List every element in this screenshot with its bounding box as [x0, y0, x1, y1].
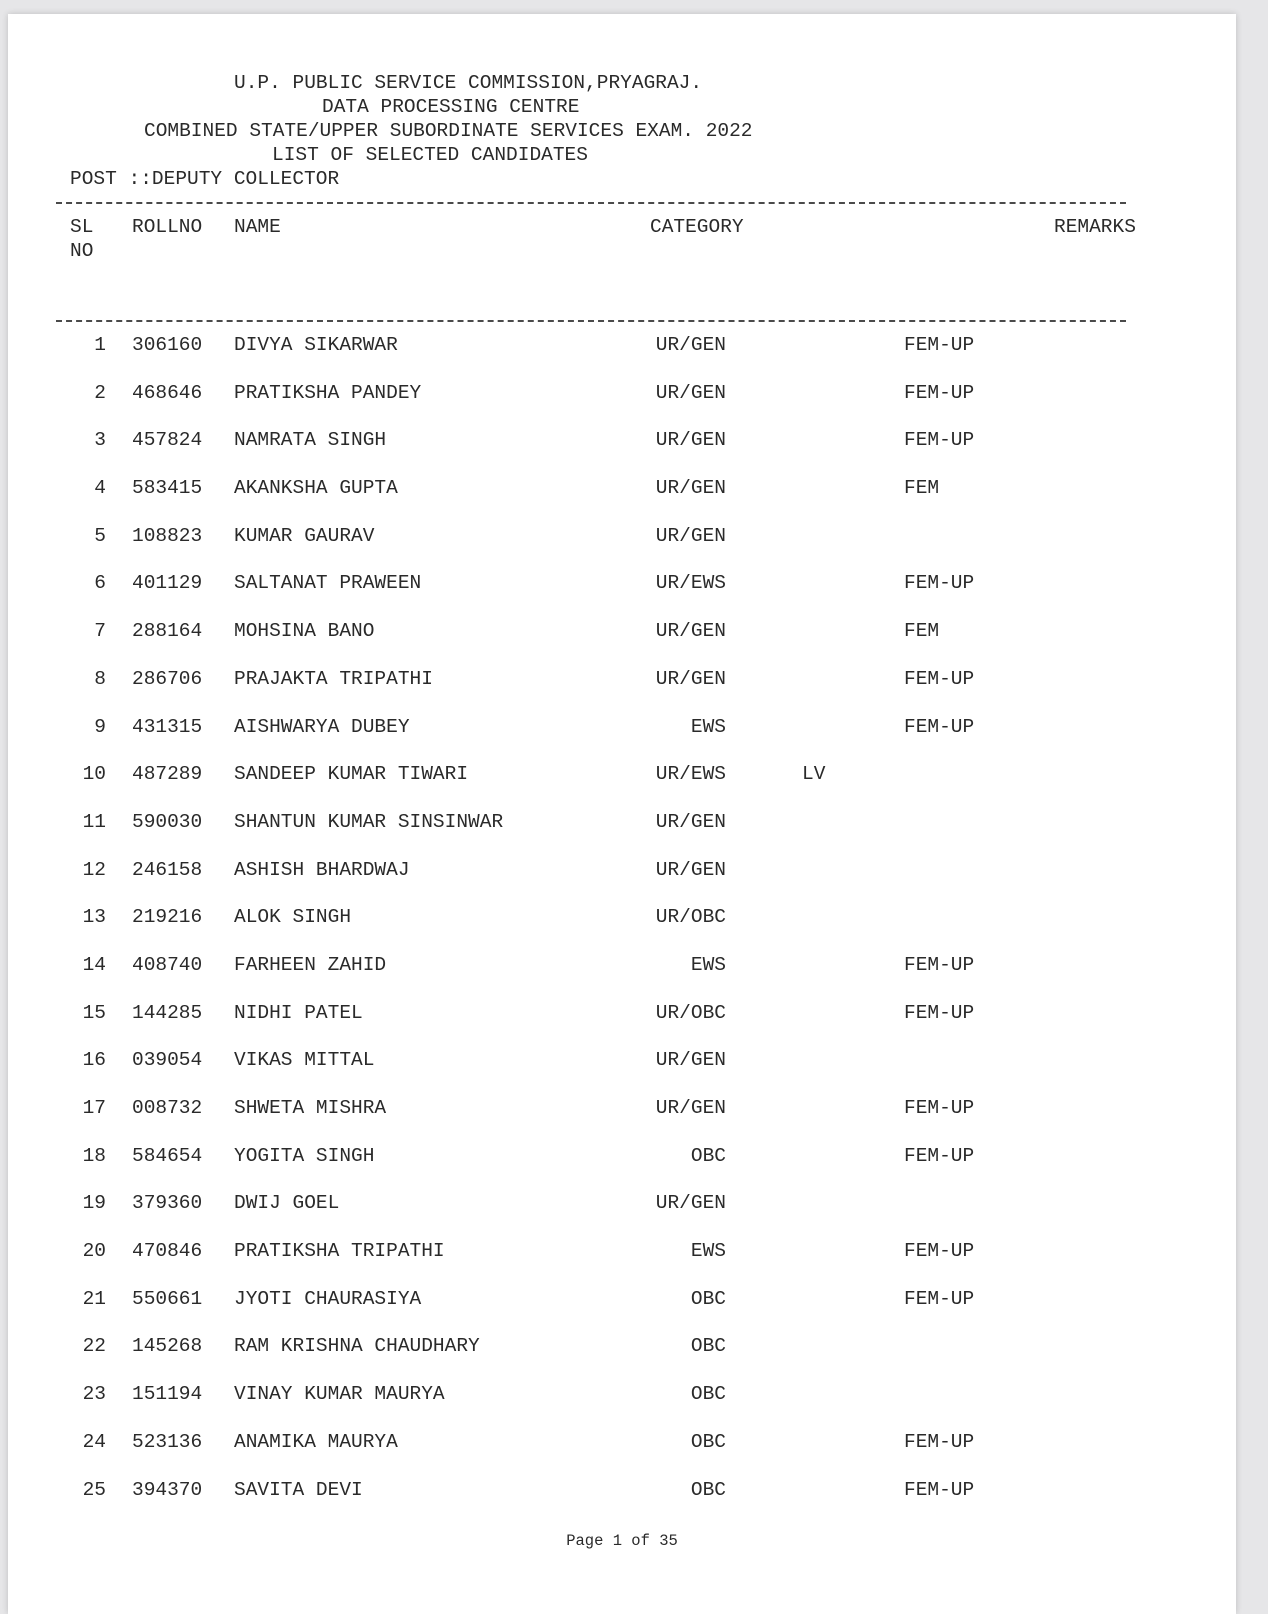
row-name: SALTANAT PRAWEEN — [234, 572, 422, 595]
row-rollno: 583415 — [132, 477, 203, 500]
row-category: EWS — [690, 1240, 726, 1263]
row-name: ASHISH BHARDWAJ — [234, 858, 410, 881]
row-rollno: 306160 — [132, 334, 203, 356]
row-rollno: 008732 — [132, 1097, 203, 1119]
row-category: UR/GEN — [655, 1192, 726, 1215]
table-row — [8, 1099, 1236, 1147]
table-row — [8, 810, 1236, 861]
row-category: UR/GEN — [655, 524, 726, 547]
column-header-rollno: ROLLNO — [132, 216, 203, 238]
commission-title: U.P. PUBLIC SERVICE COMMISSION,PRYAGRAJ. — [234, 72, 703, 94]
row-category: UR/GEN — [655, 620, 726, 643]
row-sl: 6 — [94, 572, 106, 595]
row-remark: FEM-UP — [904, 381, 975, 404]
row-sl: 22 — [82, 1335, 106, 1358]
row-category: UR/GEN — [655, 334, 726, 356]
row-remark: FEM-UP — [904, 715, 975, 738]
table-row — [8, 667, 1236, 718]
row-category: UR/OBC — [655, 1001, 726, 1024]
row-sl: 23 — [82, 1383, 106, 1406]
table-row — [8, 1478, 1236, 1529]
row-rollno: 286706 — [132, 667, 203, 690]
table-row — [8, 1144, 1236, 1195]
document-page — [8, 14, 1236, 1614]
row-name: SHANTUN KUMAR SINSINWAR — [234, 810, 504, 833]
row-rollno: 401129 — [132, 572, 203, 595]
row-rollno: 523136 — [132, 1430, 203, 1453]
table-row — [8, 765, 1236, 813]
exam-title: COMBINED STATE/UPPER SUBORDINATE SERVICES EXAM. 2022 — [144, 120, 753, 142]
table-row — [8, 381, 1236, 432]
row-sl: 19 — [82, 1192, 106, 1215]
row-sl: 3 — [94, 429, 106, 452]
row-sl: 18 — [82, 1144, 106, 1167]
row-sl: 12 — [82, 858, 106, 881]
table-row — [8, 574, 1236, 622]
table-row — [8, 1051, 1236, 1099]
row-remark: FEM-UP — [904, 1144, 975, 1167]
row-rollno: 431315 — [132, 715, 203, 738]
row-sl: 5 — [94, 524, 106, 547]
row-rollno: 219216 — [132, 906, 203, 929]
row-remark: FEM-UP — [904, 667, 975, 690]
row-name: FARHEEN ZAHID — [234, 953, 387, 976]
row-rollno: 379360 — [132, 1192, 203, 1215]
row-remark: FEM-UP — [904, 1097, 975, 1119]
row-name: DWIJ GOEL — [234, 1192, 340, 1215]
table-row — [8, 1337, 1236, 1385]
row-rollno: 590030 — [132, 810, 203, 833]
row-rollno: 470846 — [132, 1240, 203, 1263]
row-category: UR/GEN — [655, 858, 726, 881]
row-category: UR/EWS — [655, 763, 726, 786]
row-rollno: 288164 — [132, 620, 203, 643]
row-name: RAM KRISHNA CHAUDHARY — [234, 1335, 480, 1358]
row-rollno: 550661 — [132, 1287, 203, 1310]
row-rollno: 487289 — [132, 763, 203, 786]
column-header-remarks: REMARKS — [1054, 216, 1136, 238]
row-category: OBC — [690, 1335, 726, 1358]
row-remark: FEM — [904, 477, 940, 500]
row-name: VINAY KUMAR MAURYA — [234, 1383, 445, 1406]
row-name: DIVYA SIKARWAR — [234, 334, 398, 356]
row-category: EWS — [690, 953, 726, 976]
column-header-name: NAME — [234, 216, 281, 238]
table-row — [8, 715, 1236, 766]
row-category: UR/GEN — [655, 1097, 726, 1119]
row-sl: 20 — [82, 1240, 106, 1263]
row-remark: FEM-UP — [904, 1430, 975, 1453]
page-number: Page 1 of 35 — [566, 1532, 678, 1550]
row-sl: 17 — [82, 1097, 106, 1119]
row-name: NAMRATA SINGH — [234, 429, 387, 452]
row-category: UR/GEN — [655, 429, 726, 452]
table-row — [8, 479, 1236, 527]
row-remark: FEM-UP — [904, 953, 975, 976]
row-name: MOHSINA BANO — [234, 620, 375, 643]
row-sl: 9 — [94, 715, 106, 738]
table-row — [8, 858, 1236, 909]
row-name: AKANKSHA GUPTA — [234, 477, 398, 500]
row-rollno: 394370 — [132, 1478, 203, 1501]
table-row — [8, 1001, 1236, 1052]
candidate-list — [8, 336, 1236, 1528]
row-name: JYOTI CHAURASIYA — [234, 1287, 422, 1310]
row-category: UR/GEN — [655, 810, 726, 833]
row-rollno: 457824 — [132, 429, 203, 452]
row-name: AISHWARYA DUBEY — [234, 715, 410, 738]
row-sl: 4 — [94, 477, 106, 500]
row-rollno: 408740 — [132, 953, 203, 976]
table-row — [8, 336, 1236, 384]
row-rollno: 145268 — [132, 1335, 203, 1358]
table-row — [8, 524, 1236, 575]
row-name: ANAMIKA MAURYA — [234, 1430, 398, 1453]
row-category: UR/GEN — [655, 381, 726, 404]
row-sl: 7 — [94, 620, 106, 643]
row-remark: FEM — [904, 620, 940, 643]
row-category: OBC — [690, 1287, 726, 1310]
row-sl: 10 — [82, 763, 106, 786]
row-name: PRAJAKTA TRIPATHI — [234, 667, 433, 690]
dashed-divider-top — [56, 202, 1126, 204]
table-row — [8, 1385, 1236, 1433]
row-sl: 2 — [94, 381, 106, 404]
column-header-no: NO — [70, 240, 94, 262]
row-rollno: 584654 — [132, 1144, 203, 1167]
row-rollno: 246158 — [132, 858, 203, 881]
row-name: SAVITA DEVI — [234, 1478, 363, 1501]
row-category: UR/GEN — [655, 1049, 726, 1072]
centre-title: DATA PROCESSING CENTRE — [322, 96, 580, 118]
table-row — [8, 622, 1236, 670]
row-sl: 15 — [82, 1001, 106, 1024]
row-name: SHWETA MISHRA — [234, 1097, 387, 1119]
row-sl: 25 — [82, 1478, 106, 1501]
row-name: VIKAS MITTAL — [234, 1049, 375, 1072]
row-name: ALOK SINGH — [234, 906, 352, 929]
row-remark: FEM-UP — [904, 1001, 975, 1024]
table-row — [8, 431, 1236, 479]
table-row — [8, 1242, 1236, 1290]
dashed-divider-bottom — [56, 320, 1126, 322]
row-sl: 13 — [82, 906, 106, 929]
row-category: UR/EWS — [655, 572, 726, 595]
row-name: PRATIKSHA PANDEY — [234, 381, 422, 404]
row-sl: 1 — [94, 334, 106, 356]
row-name: PRATIKSHA TRIPATHI — [234, 1240, 445, 1263]
row-remark: FEM-UP — [904, 1287, 975, 1310]
row-remark: FEM-UP — [904, 1240, 975, 1263]
row-sl: 16 — [82, 1049, 106, 1072]
row-category: UR/OBC — [655, 906, 726, 929]
column-header-sl: SL — [70, 216, 94, 238]
row-name: SANDEEP KUMAR TIWARI — [234, 763, 469, 786]
row-category: UR/GEN — [655, 477, 726, 500]
row-sl: 14 — [82, 953, 106, 976]
row-name: NIDHI PATEL — [234, 1001, 363, 1024]
row-rollno: 039054 — [132, 1049, 203, 1072]
row-category: OBC — [690, 1478, 726, 1501]
table-row — [8, 1287, 1236, 1338]
list-title: LIST OF SELECTED CANDIDATES — [272, 144, 588, 166]
row-category: UR/GEN — [655, 667, 726, 690]
table-row — [8, 1194, 1236, 1242]
row-rollno: 108823 — [132, 524, 203, 547]
row-rollno: 144285 — [132, 1001, 203, 1024]
table-row — [8, 1430, 1236, 1481]
row-subcategory: LV — [802, 763, 826, 786]
row-remark: FEM-UP — [904, 572, 975, 595]
row-remark: FEM-UP — [904, 429, 975, 452]
row-sl: 21 — [82, 1287, 106, 1310]
row-sl: 24 — [82, 1430, 106, 1453]
row-sl: 11 — [82, 810, 106, 833]
row-remark: FEM-UP — [904, 334, 975, 356]
row-category: OBC — [690, 1144, 726, 1167]
table-row — [8, 908, 1236, 956]
row-remark: FEM-UP — [904, 1478, 975, 1501]
row-name: YOGITA SINGH — [234, 1144, 375, 1167]
row-category: OBC — [690, 1430, 726, 1453]
row-name: KUMAR GAURAV — [234, 524, 375, 547]
row-rollno: 468646 — [132, 381, 203, 404]
row-rollno: 151194 — [132, 1383, 203, 1406]
row-sl: 8 — [94, 667, 106, 690]
column-header-category: CATEGORY — [650, 216, 744, 238]
table-row — [8, 953, 1236, 1004]
row-category: OBC — [690, 1383, 726, 1406]
post-label: POST ::DEPUTY COLLECTOR — [70, 168, 340, 190]
row-category: EWS — [690, 715, 726, 738]
